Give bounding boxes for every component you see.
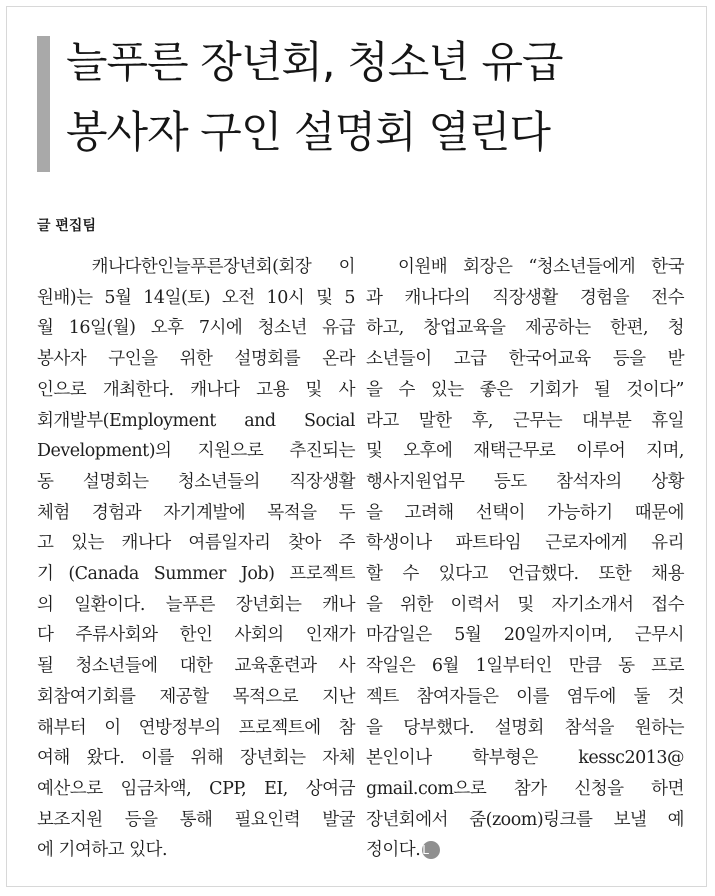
body-text: 본인이나 학부형은 kessc2013@ bbox=[366, 748, 684, 769]
body-text-line bbox=[37, 651, 355, 682]
body-text: 캐나다한인늘푸른장년회(회장 이 bbox=[37, 257, 355, 277]
body-text: 을 수 있는 좋은 기회가 될 것이다” bbox=[366, 379, 684, 400]
body-text-line bbox=[37, 467, 355, 498]
body-text: 정이다. bbox=[366, 840, 421, 861]
body-text-line bbox=[37, 743, 355, 774]
body-text: 될 청소년들에 대한 교육훈련과 사 bbox=[37, 656, 355, 677]
body-text-line bbox=[37, 620, 355, 651]
body-text-line bbox=[366, 590, 684, 621]
body-text-line bbox=[37, 835, 355, 866]
body-text: 행사지원업무 등도 참석자의 상황 bbox=[366, 471, 684, 492]
body-text: 봉사자 구인을 위한 설명회를 온라 bbox=[37, 349, 355, 370]
body-text-line bbox=[37, 713, 355, 744]
body-text-line bbox=[366, 743, 684, 774]
body-text: Development)의 지원으로 추진되는 bbox=[37, 441, 355, 462]
body-text: 라고 말한 후, 근무는 대부분 휴일 bbox=[366, 410, 684, 431]
body-text: 월 16일(월) 오후 7시에 청소년 유급 bbox=[37, 318, 355, 339]
body-text: 회개발부(Employment and Social bbox=[37, 410, 355, 431]
body-text: 의 일환이다. 늘푸른 장년회는 캐나 bbox=[37, 594, 355, 615]
body-text-line bbox=[37, 406, 355, 437]
body-text-line bbox=[366, 252, 684, 283]
body-text: 해부터 이 연방정부의 프로젝트에 참 bbox=[37, 717, 355, 738]
body-text: 작일은 6월 1일부터인 만큼 동 프로 bbox=[366, 656, 684, 677]
article-byline: 글 편집팀 bbox=[37, 218, 96, 234]
article-headline bbox=[66, 28, 696, 168]
body-text-line bbox=[366, 344, 684, 375]
body-text: 소년들이 고급 한국어교육 등을 받 bbox=[366, 349, 684, 370]
body-text-line bbox=[366, 805, 684, 836]
body-text: 예산으로 임금차액, CPP, EI, 상여금 bbox=[37, 778, 355, 799]
body-text-line bbox=[366, 528, 684, 559]
body-text: 을 고려해 선택이 가능하기 때문에 bbox=[366, 502, 684, 523]
body-text-line bbox=[37, 283, 355, 314]
body-text: 고 있는 캐나다 여름일자리 찾아 주 bbox=[37, 533, 355, 554]
body-text-line bbox=[366, 774, 684, 805]
body-text: 장년회에서 줌(zoom)링크를 보낼 예 bbox=[366, 809, 684, 830]
headline-accent-bar bbox=[37, 36, 50, 172]
body-text-line bbox=[37, 375, 355, 406]
body-text: 원배)는 5월 14일(토) 오전 10시 및 5 bbox=[37, 287, 355, 308]
body-text: 동 설명회는 청소년들의 직장생활 bbox=[37, 471, 355, 492]
body-text: 인으로 개최한다. 캐나다 고용 및 사 bbox=[37, 379, 355, 400]
article-end-mark-icon: L bbox=[422, 841, 440, 859]
body-text-line bbox=[366, 498, 684, 529]
body-text-line bbox=[366, 620, 684, 651]
body-text: 마감일은 5월 20일까지이며, 근무시 bbox=[366, 625, 684, 646]
body-text: 회참여기회를 제공할 목적으로 지난 bbox=[37, 686, 355, 707]
body-text: 을 당부했다. 설명회 참석을 원하는 bbox=[366, 717, 684, 738]
body-text: 하고, 창업교육을 제공하는 한편, 청 bbox=[366, 318, 684, 339]
body-text-line bbox=[366, 406, 684, 437]
body-text-line bbox=[366, 436, 684, 467]
body-text: 을 위한 이력서 및 자기소개서 접수 bbox=[366, 594, 684, 615]
body-text: 다 주류사회와 한인 사회의 인재가 bbox=[37, 625, 355, 646]
body-text-line bbox=[366, 283, 684, 314]
body-text: 할 수 있다고 언급했다. 또한 채용 bbox=[366, 564, 684, 585]
body-text-line bbox=[366, 682, 684, 713]
body-text-line bbox=[37, 252, 355, 283]
body-text: 젝트 참여자들은 이를 염두에 둘 것 bbox=[366, 686, 684, 707]
body-text: 체험 경험과 자기계발에 목적을 두 bbox=[37, 502, 355, 523]
body-text: 에 기여하고 있다. bbox=[37, 840, 168, 861]
body-text-line bbox=[37, 313, 355, 344]
body-text: 학생이나 파트타임 근로자에게 유리 bbox=[366, 533, 684, 554]
body-text-line bbox=[37, 805, 355, 836]
body-text-line bbox=[366, 467, 684, 498]
body-text: 기 (Canada Summer Job) 프로젝트 bbox=[37, 564, 355, 585]
body-text-line bbox=[37, 590, 355, 621]
headline-line: 봉사자 구인 설명회 열린다 bbox=[66, 108, 550, 158]
body-text-line bbox=[37, 498, 355, 529]
body-text-line bbox=[37, 528, 355, 559]
body-text: 이원배 회장은 “청소년들에게 한국 bbox=[366, 257, 684, 277]
body-text-line bbox=[37, 436, 355, 467]
body-text-line bbox=[37, 344, 355, 375]
body-text: 보조지원 등을 통해 필요인력 발굴 bbox=[37, 809, 355, 830]
body-text-line bbox=[366, 375, 684, 406]
body-text-line bbox=[366, 713, 684, 744]
body-text: gmail.com으로 참가 신청을 하면 bbox=[366, 778, 684, 799]
headline-line: 늘푸른 장년회, 청소년 유급 bbox=[66, 38, 563, 88]
body-text: 및 오후에 재택근무로 이루어 지며, bbox=[366, 441, 684, 462]
body-text-line bbox=[366, 313, 684, 344]
body-text: 여해 왔다. 이를 위해 장년회는 자체 bbox=[37, 748, 355, 769]
body-text-line bbox=[37, 559, 355, 590]
article-body-left-column bbox=[37, 252, 355, 866]
body-text-line bbox=[366, 835, 684, 866]
body-text-line bbox=[37, 682, 355, 713]
body-text-line bbox=[366, 651, 684, 682]
body-text: 과 캐나다의 직장생활 경험을 전수 bbox=[366, 287, 684, 308]
article-body-right-column bbox=[366, 252, 684, 866]
body-text-line bbox=[37, 774, 355, 805]
body-text-line bbox=[366, 559, 684, 590]
